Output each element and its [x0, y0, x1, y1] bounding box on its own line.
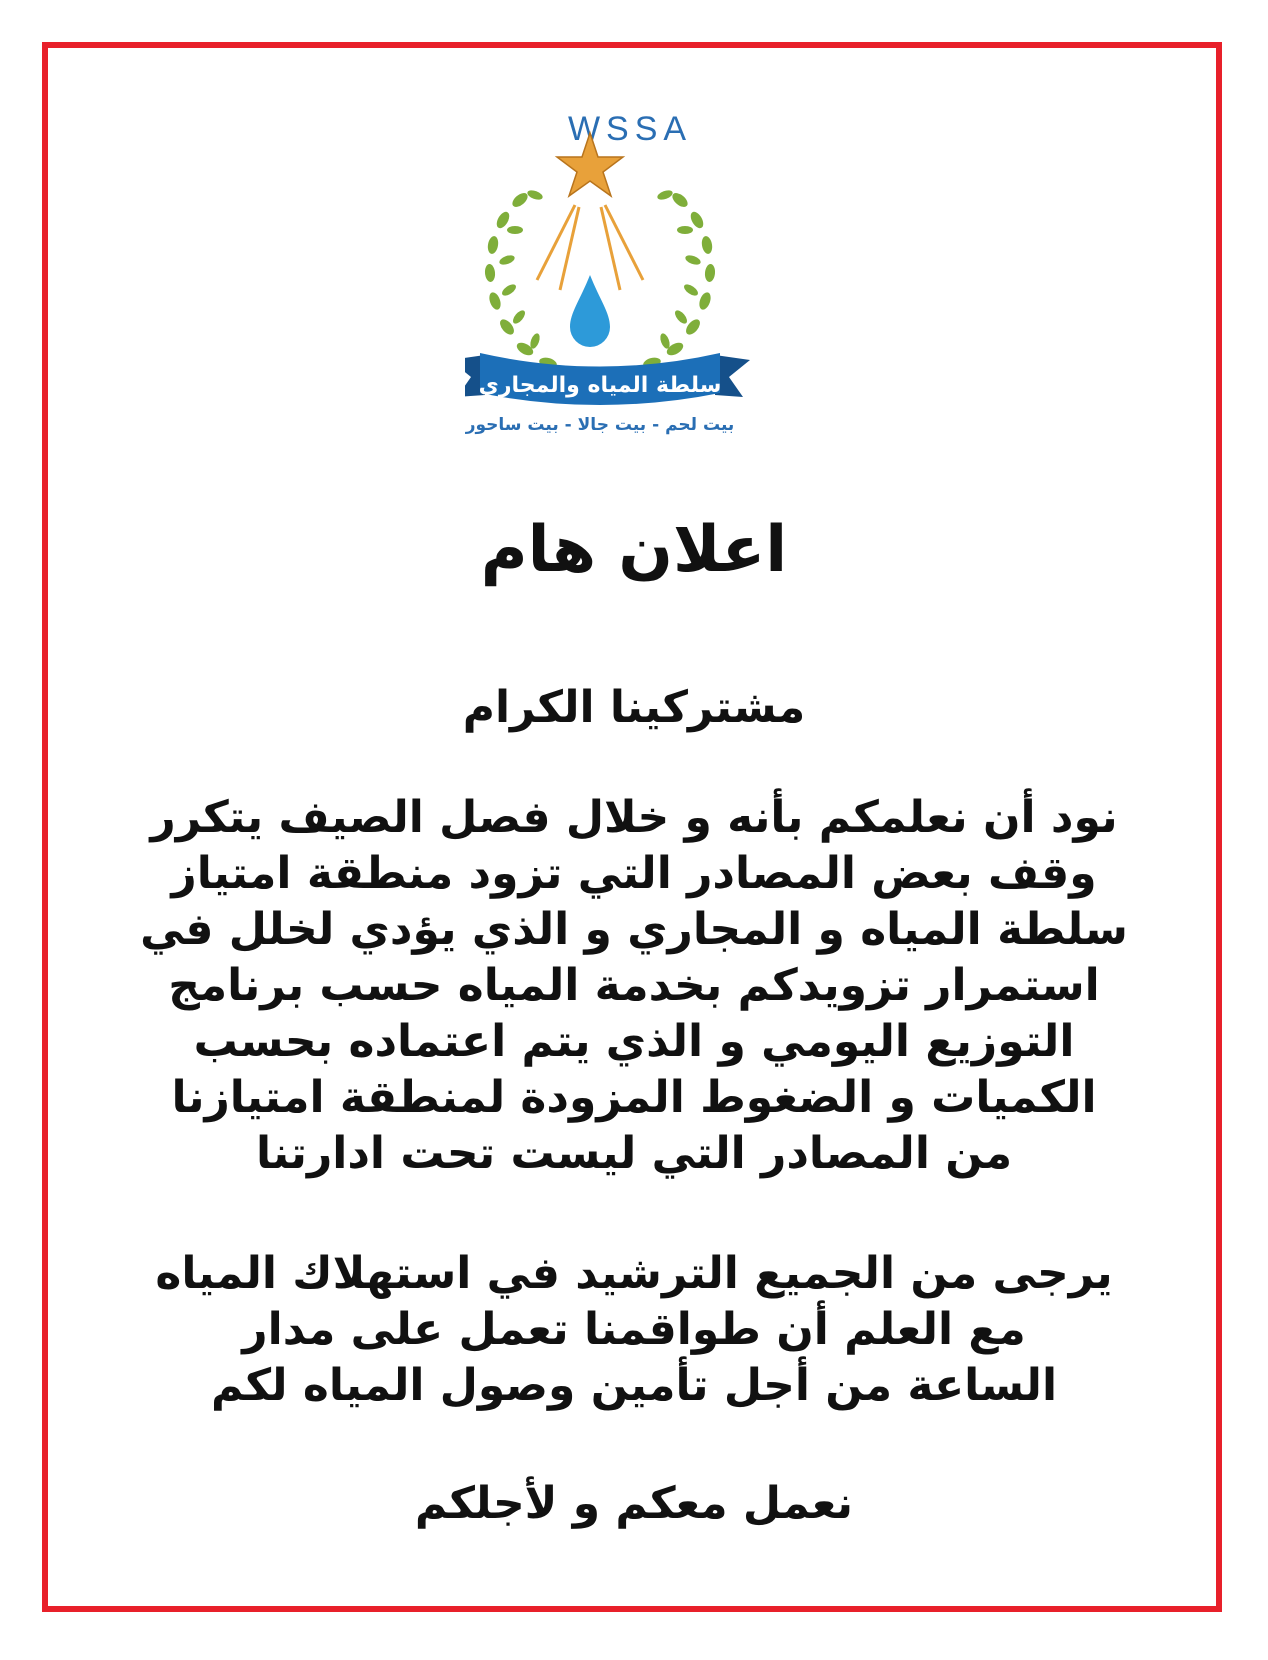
- wssa-logo: [465, 105, 795, 475]
- logo-cities: بيت لحم - بيت جالا - بيت ساحور: [465, 415, 735, 435]
- paragraph-line: استمرار تزويدكم بخدمة المياه حسب برنامج: [168, 960, 1100, 1011]
- water-drop-icon: [570, 275, 610, 347]
- paragraph-line: التوزيع اليومي و الذي يتم اعتماده بحسب: [193, 1016, 1075, 1067]
- paragraph-line: من المصادر التي ليست تحت ادارتنا: [255, 1128, 1013, 1179]
- paragraph-main: [60, 790, 1208, 1182]
- paragraph-line: الساعة من أجل تأمين وصول المياه لكم: [210, 1360, 1058, 1411]
- greeting: مشتركينا الكرام: [462, 682, 806, 733]
- paragraph-line: الكميات و الضغوط المزودة لمنطقة امتيازنا: [171, 1072, 1097, 1123]
- paragraph-request: [60, 1246, 1208, 1414]
- logo-acronym: WSSA: [567, 110, 693, 148]
- paragraph-line: مع العلم أن طواقمنا تعمل على مدار: [242, 1304, 1026, 1355]
- paragraph-line: نود أن نعلمكم بأنه و خلال فصل الصيف يتكرر: [150, 792, 1118, 843]
- paragraph-line: يرجى من الجميع الترشيد في استهلاك المياه: [155, 1248, 1113, 1299]
- paragraph-line: وقف بعض المصادر التي تزود منطقة امتياز: [171, 848, 1097, 899]
- paragraph-line: سلطة المياه و المجاري و الذي يؤدي لخلل في: [140, 904, 1128, 955]
- ribbon-text: سلطة المياه والمجاري: [478, 373, 722, 398]
- closing-slogan: نعمل معكم و لأجلكم: [414, 1478, 854, 1529]
- notice-title: اعلان هام: [480, 513, 788, 587]
- wreath-left-icon: [484, 189, 558, 371]
- wreath-right-icon: [642, 189, 716, 371]
